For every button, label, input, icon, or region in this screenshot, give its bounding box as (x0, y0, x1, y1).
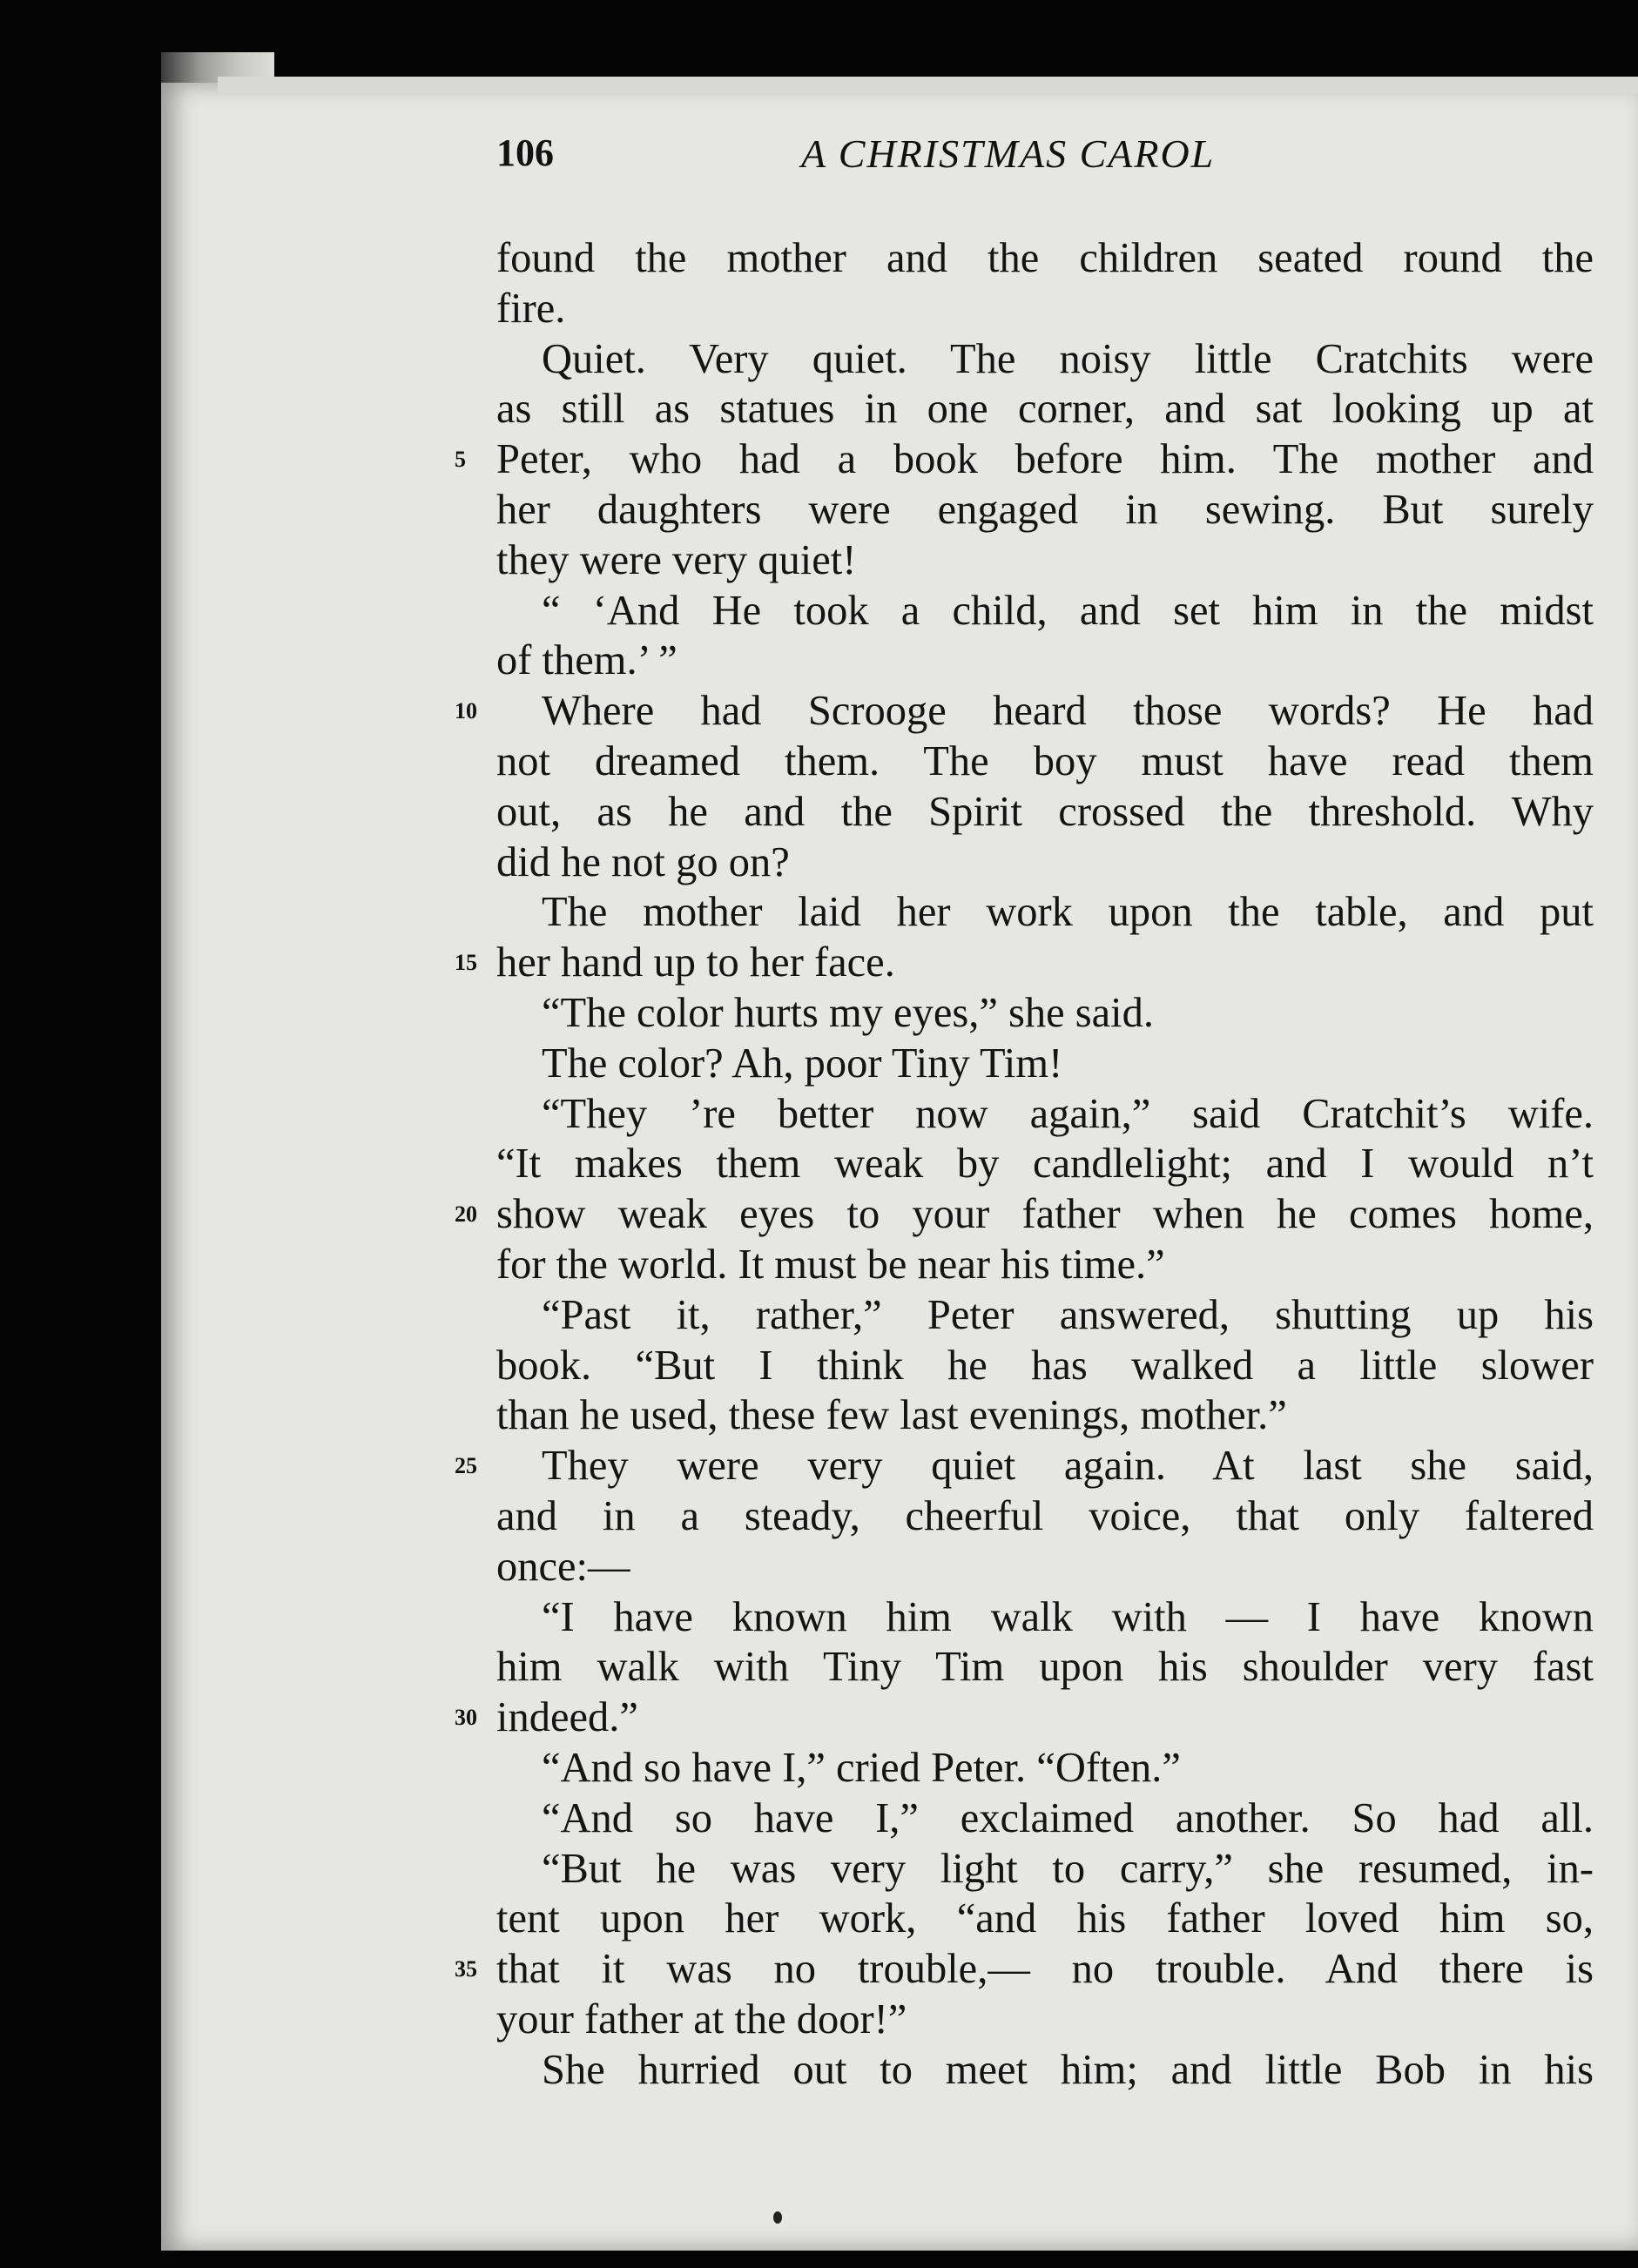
line-text: “Past it, rather,” Peter answered, shutting up his (542, 1291, 1594, 1338)
text-line (455, 938, 1594, 988)
text-line (496, 1290, 1594, 1341)
line-text: show weak eyes to your father when he comes home, (496, 1191, 1594, 1238)
text-line (496, 1995, 1594, 2045)
text-line (496, 233, 1594, 284)
text-line (455, 686, 1594, 737)
line-text: “And so have I,” exclaimed another. So had all. (542, 1794, 1594, 1841)
body-text (455, 233, 1594, 2095)
line-text: “The color hurts my eyes,” she said. (542, 989, 1155, 1036)
page-top-edge (218, 77, 1638, 94)
text-line (496, 1039, 1594, 1089)
line-text: than he used, these few last evenings, mother.” (496, 1392, 1287, 1439)
line-text: They were very quiet again. At last she said, (542, 1443, 1594, 1490)
ink-speck (773, 2211, 782, 2224)
text-line (496, 1341, 1594, 1391)
line-text: found the mother and the children seated round the (496, 235, 1594, 281)
text-line (496, 988, 1594, 1039)
line-text: Quiet. Very quiet. The noisy little Cratchits were (542, 335, 1594, 382)
text-line (455, 1944, 1594, 1995)
line-text: “I have known him walk with — I have known (542, 1593, 1594, 1640)
line-number: 25 (455, 1453, 477, 1479)
line-text: indeed.” (496, 1694, 638, 1741)
line-text: him walk with Tiny Tim upon his shoulder very fast (496, 1644, 1594, 1691)
line-text: “ ‘And He took a child, and set him in the midst (542, 587, 1594, 634)
line-text: once:— (496, 1543, 630, 1590)
text-line (496, 2045, 1594, 2096)
text-line (496, 1743, 1594, 1794)
text-line (496, 485, 1594, 535)
text-line (496, 384, 1594, 434)
page-number: 106 (496, 131, 554, 174)
text-line (496, 535, 1594, 586)
text-line (496, 1089, 1594, 1140)
text-line (496, 838, 1594, 888)
line-text: She hurried out to meet him; and little Bob in his (542, 2046, 1594, 2093)
text-line (455, 1693, 1594, 1743)
text-line (496, 1642, 1594, 1693)
text-line (496, 1844, 1594, 1894)
line-text: your father at the door!” (496, 1995, 907, 2043)
line-number: 5 (455, 447, 466, 473)
text-line (496, 636, 1594, 686)
line-text: as still as statues in one corner, and sat looking up at (496, 386, 1594, 433)
line-text: not dreamed them. The boy must have read them (496, 737, 1594, 784)
text-line (496, 1491, 1594, 1542)
line-text: did he not go on? (496, 838, 790, 885)
line-text: Peter, who had a book before him. The mother and (496, 436, 1594, 483)
text-line (496, 1542, 1594, 1592)
line-text: “But he was very light to carry,” she resumed, in- (542, 1845, 1594, 1892)
line-text: “They ’re better now again,” said Cratchit’s wife. (542, 1090, 1594, 1137)
text-line (496, 1592, 1594, 1643)
text-line (496, 1390, 1594, 1441)
line-text: The color? Ah, poor Tiny Tim! (542, 1040, 1063, 1087)
line-number: 35 (455, 1956, 477, 1982)
line-number: 20 (455, 1201, 477, 1228)
text-line (496, 787, 1594, 838)
line-text: tent upon her work, “and his father loved him so, (496, 1895, 1594, 1942)
line-text: The mother laid her work upon the table, and put (542, 889, 1594, 936)
text-line (496, 1240, 1594, 1290)
text-line (496, 586, 1594, 636)
line-text: her hand up to her face. (496, 939, 895, 986)
running-title: A CHRISTMAS CAROL (801, 131, 1216, 176)
text-line (496, 1794, 1594, 1844)
line-text: for the world. It must be near his time.” (496, 1241, 1165, 1288)
line-text: out, as he and the Spirit crossed the threshold. Why (496, 788, 1594, 835)
text-line (496, 334, 1594, 385)
line-text: “It makes them weak by candlelight; and I would n’t (496, 1141, 1594, 1188)
line-text: they were very quiet! (496, 536, 857, 583)
text-line (496, 1139, 1594, 1189)
line-text: that it was no trouble,— no trouble. And there is (496, 1946, 1594, 1993)
text-line (455, 1441, 1594, 1491)
page-header (496, 131, 1367, 183)
line-text: fire. (496, 285, 566, 332)
text-line (455, 434, 1594, 485)
line-text: of them.’ ” (496, 637, 677, 684)
text-line (455, 1189, 1594, 1240)
line-text: and in a steady, cheerful voice, that only faltered (496, 1492, 1594, 1539)
line-text: Where had Scrooge heard those words? He had (542, 688, 1594, 735)
line-text: her daughters were engaged in sewing. But surely (496, 486, 1594, 533)
text-line (496, 887, 1594, 938)
line-number: 30 (455, 1705, 477, 1731)
line-number: 15 (455, 950, 477, 976)
line-number: 10 (455, 698, 477, 724)
text-line (496, 284, 1594, 334)
text-line (496, 737, 1594, 787)
text-line (496, 1894, 1594, 1944)
line-text: book. “But I think he has walked a little slower (496, 1342, 1594, 1389)
line-text: “And so have I,” cried Peter. “Often.” (542, 1744, 1181, 1791)
